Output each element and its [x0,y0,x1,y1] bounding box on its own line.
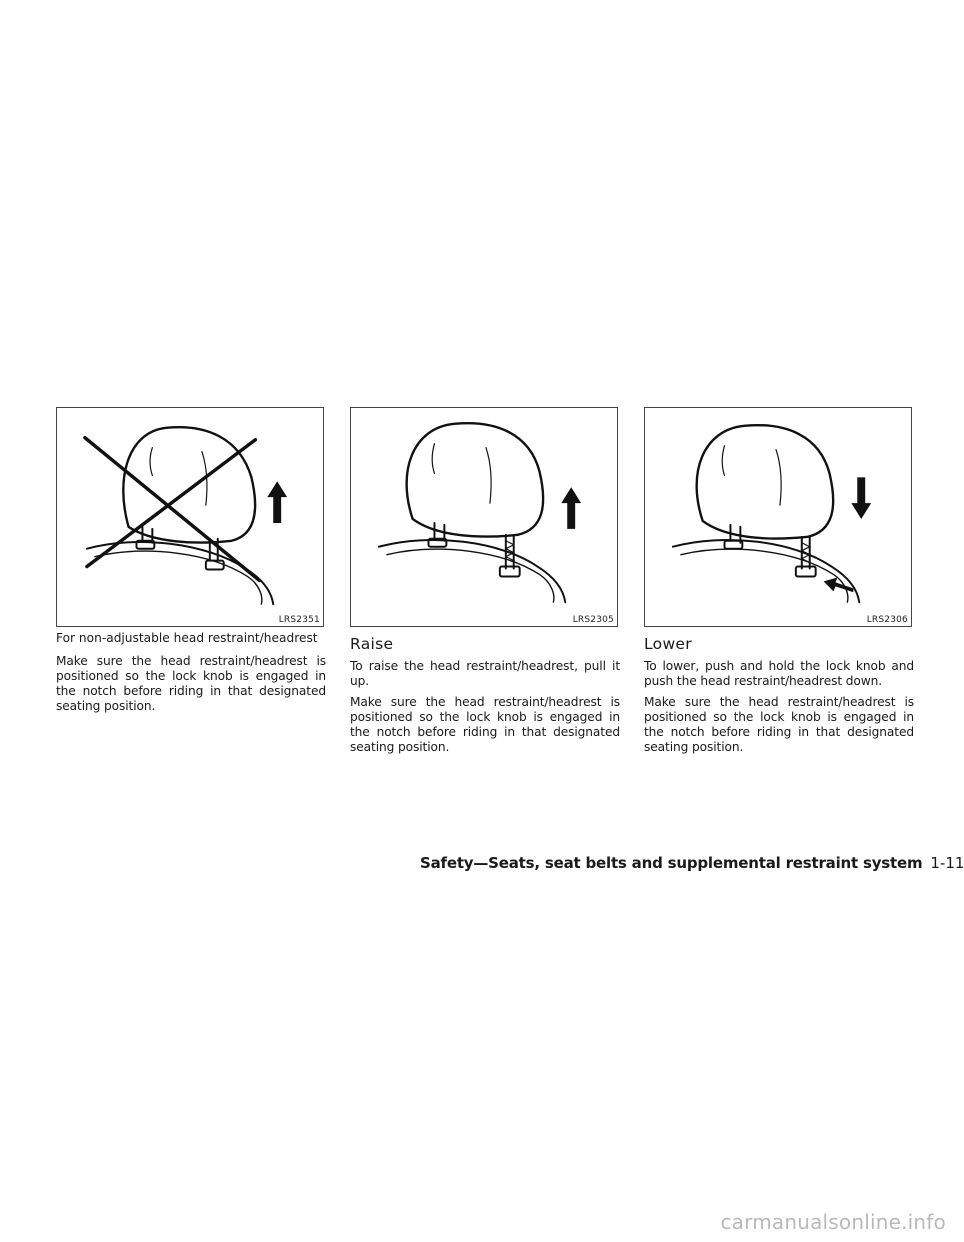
footer-section-title: Safety—Seats, seat belts and supplemental restraint system [420,854,923,872]
figure-non-adjustable-headrest [56,407,324,627]
page-footer [420,854,964,872]
page-number: 1-11 [930,854,964,872]
figure-caption: For non-adjustable head restraint/headrest [56,631,318,645]
body-paragraph: To raise the head restraint/headrest, pull it up. [350,659,620,688]
figure-code: LRS2305 [572,615,614,625]
headrest-lower-illustration [645,408,911,626]
body-paragraph: Make sure the head restraint/headrest is positioned so the lock knob is engaged in the notch before riding in that designated seating position. [644,695,914,754]
figure-code: LRS2351 [278,615,320,625]
column-lower [644,407,914,755]
body-paragraph: To lower, push and hold the lock knob and push the head restraint/headrest down. [644,659,914,688]
section-heading-raise: Raise [350,635,394,653]
headrest-crossed-illustration [57,408,323,626]
watermark: carmanualsonline.info [720,1210,946,1234]
headrest-raise-illustration [351,408,617,626]
figure-lower-headrest [644,407,912,627]
body-paragraph: Make sure the head restraint/headrest is positioned so the lock knob is engaged in the notch before riding in that designated seating position. [350,695,620,754]
column-non-adjustable [56,407,326,714]
column-raise [350,407,620,755]
body-paragraph: Make sure the head restraint/headrest is positioned so the lock knob is engaged in the notch before riding in that designated seating position. [56,654,326,713]
figure-raise-headrest [350,407,618,627]
figure-code: LRS2306 [866,615,908,625]
section-heading-lower: Lower [644,635,692,653]
